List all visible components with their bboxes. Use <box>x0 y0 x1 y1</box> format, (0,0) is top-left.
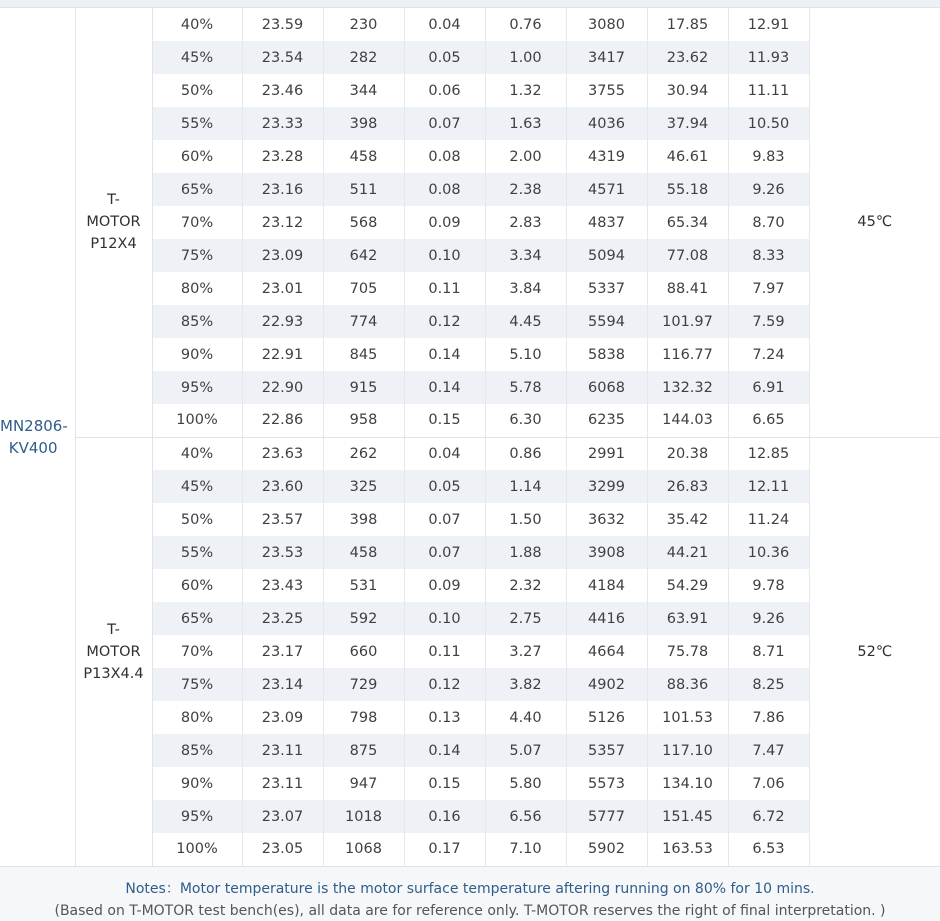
torque-cell: 20.38 <box>647 437 728 470</box>
thrust-cell: 3.84 <box>485 272 566 305</box>
throttle-cell: 55% <box>152 107 242 140</box>
power-cell: 0.11 <box>404 635 485 668</box>
power-cell: 0.16 <box>404 800 485 833</box>
voltage-cell: 23.54 <box>242 41 323 74</box>
power-cell: 0.12 <box>404 305 485 338</box>
thrust-cell: 5.78 <box>485 371 566 404</box>
efficiency-cell: 11.93 <box>728 41 809 74</box>
rpm-cell: 3417 <box>566 41 647 74</box>
voltage-cell: 23.09 <box>242 239 323 272</box>
thrust-cell: 2.00 <box>485 140 566 173</box>
efficiency-cell: 7.59 <box>728 305 809 338</box>
rpm-cell: 3632 <box>566 503 647 536</box>
throttle-cell: 75% <box>152 668 242 701</box>
torque-cell: 30.94 <box>647 74 728 107</box>
torque-cell: 37.94 <box>647 107 728 140</box>
torque-cell: 132.32 <box>647 371 728 404</box>
propeller-line-2: MOTOR <box>86 643 141 660</box>
rpm-cell: 4184 <box>566 569 647 602</box>
propeller-line-1: T- <box>107 192 120 209</box>
throttle-cell: 75% <box>152 239 242 272</box>
efficiency-cell: 12.11 <box>728 470 809 503</box>
rpm-cell: 4416 <box>566 602 647 635</box>
torque-cell: 101.97 <box>647 305 728 338</box>
table-top-edge <box>0 0 940 8</box>
table-row <box>0 8 940 41</box>
efficiency-cell: 8.70 <box>728 206 809 239</box>
thrust-cell: 2.32 <box>485 569 566 602</box>
efficiency-cell: 6.53 <box>728 833 809 866</box>
torque-cell: 63.91 <box>647 602 728 635</box>
current-cell: 325 <box>323 470 404 503</box>
throttle-cell: 90% <box>152 338 242 371</box>
rpm-cell: 5573 <box>566 767 647 800</box>
voltage-cell: 23.33 <box>242 107 323 140</box>
voltage-cell: 23.07 <box>242 800 323 833</box>
thrust-cell: 7.10 <box>485 833 566 866</box>
thrust-cell: 4.40 <box>485 701 566 734</box>
current-cell: 262 <box>323 437 404 470</box>
thrust-cell: 2.83 <box>485 206 566 239</box>
torque-cell: 75.78 <box>647 635 728 668</box>
current-cell: 642 <box>323 239 404 272</box>
torque-cell: 134.10 <box>647 767 728 800</box>
rpm-cell: 4837 <box>566 206 647 239</box>
voltage-cell: 23.25 <box>242 602 323 635</box>
power-cell: 0.06 <box>404 74 485 107</box>
thrust-cell: 1.14 <box>485 470 566 503</box>
rpm-cell: 5594 <box>566 305 647 338</box>
power-cell: 0.10 <box>404 239 485 272</box>
rpm-cell: 3299 <box>566 470 647 503</box>
motor-model-cell <box>0 8 75 866</box>
throttle-cell: 65% <box>152 173 242 206</box>
thrust-cell: 3.34 <box>485 239 566 272</box>
efficiency-cell: 9.83 <box>728 140 809 173</box>
table-row <box>0 437 940 470</box>
throttle-cell: 45% <box>152 470 242 503</box>
power-cell: 0.14 <box>404 734 485 767</box>
rpm-cell: 4902 <box>566 668 647 701</box>
current-cell: 1068 <box>323 833 404 866</box>
power-cell: 0.13 <box>404 701 485 734</box>
current-cell: 958 <box>323 404 404 437</box>
power-cell: 0.05 <box>404 41 485 74</box>
throttle-cell: 40% <box>152 437 242 470</box>
throttle-cell: 95% <box>152 800 242 833</box>
torque-cell: 88.41 <box>647 272 728 305</box>
voltage-cell: 23.59 <box>242 8 323 41</box>
rpm-cell: 5838 <box>566 338 647 371</box>
current-cell: 398 <box>323 503 404 536</box>
thrust-cell: 2.75 <box>485 602 566 635</box>
torque-cell: 54.29 <box>647 569 728 602</box>
thrust-cell: 1.88 <box>485 536 566 569</box>
thrust-cell: 3.82 <box>485 668 566 701</box>
torque-cell: 144.03 <box>647 404 728 437</box>
current-cell: 774 <box>323 305 404 338</box>
throttle-cell: 90% <box>152 767 242 800</box>
voltage-cell: 23.46 <box>242 74 323 107</box>
propeller-line-3: P12X4 <box>90 236 137 253</box>
thrust-cell: 3.27 <box>485 635 566 668</box>
thrust-cell: 0.76 <box>485 8 566 41</box>
rpm-cell: 4036 <box>566 107 647 140</box>
voltage-cell: 23.12 <box>242 206 323 239</box>
thrust-cell: 6.30 <box>485 404 566 437</box>
current-cell: 875 <box>323 734 404 767</box>
thrust-cell: 1.00 <box>485 41 566 74</box>
efficiency-cell: 8.33 <box>728 239 809 272</box>
current-cell: 915 <box>323 371 404 404</box>
throttle-cell: 70% <box>152 206 242 239</box>
current-cell: 398 <box>323 107 404 140</box>
torque-cell: 55.18 <box>647 173 728 206</box>
rpm-cell: 3755 <box>566 74 647 107</box>
voltage-cell: 23.17 <box>242 635 323 668</box>
rpm-cell: 4319 <box>566 140 647 173</box>
torque-cell: 17.85 <box>647 8 728 41</box>
efficiency-cell: 10.50 <box>728 107 809 140</box>
torque-cell: 151.45 <box>647 800 728 833</box>
power-cell: 0.07 <box>404 536 485 569</box>
voltage-cell: 22.90 <box>242 371 323 404</box>
throttle-cell: 95% <box>152 371 242 404</box>
notes-line-1: Notes：Motor temperature is the motor surface temperature aftering running on 80% for 10 mins. <box>125 881 815 897</box>
current-cell: 282 <box>323 41 404 74</box>
power-cell: 0.17 <box>404 833 485 866</box>
thrust-cell: 0.86 <box>485 437 566 470</box>
notes-panel <box>0 866 940 921</box>
power-cell: 0.04 <box>404 8 485 41</box>
torque-cell: 35.42 <box>647 503 728 536</box>
thrust-cell: 1.50 <box>485 503 566 536</box>
torque-cell: 23.62 <box>647 41 728 74</box>
current-cell: 660 <box>323 635 404 668</box>
voltage-cell: 23.28 <box>242 140 323 173</box>
power-cell: 0.09 <box>404 206 485 239</box>
efficiency-cell: 7.24 <box>728 338 809 371</box>
voltage-cell: 23.57 <box>242 503 323 536</box>
throttle-cell: 85% <box>152 305 242 338</box>
efficiency-cell: 6.65 <box>728 404 809 437</box>
efficiency-cell: 7.86 <box>728 701 809 734</box>
efficiency-cell: 12.91 <box>728 8 809 41</box>
rpm-cell: 4664 <box>566 635 647 668</box>
rpm-cell: 2991 <box>566 437 647 470</box>
efficiency-cell: 9.26 <box>728 173 809 206</box>
motor-temperature-cell: 45℃ <box>809 8 940 437</box>
voltage-cell: 23.16 <box>242 173 323 206</box>
power-cell: 0.11 <box>404 272 485 305</box>
current-cell: 458 <box>323 536 404 569</box>
torque-cell: 101.53 <box>647 701 728 734</box>
voltage-cell: 22.93 <box>242 305 323 338</box>
efficiency-cell: 11.24 <box>728 503 809 536</box>
current-cell: 947 <box>323 767 404 800</box>
efficiency-cell: 6.91 <box>728 371 809 404</box>
efficiency-cell: 6.72 <box>728 800 809 833</box>
power-cell: 0.14 <box>404 371 485 404</box>
thrust-cell: 5.10 <box>485 338 566 371</box>
throttle-cell: 80% <box>152 272 242 305</box>
current-cell: 458 <box>323 140 404 173</box>
thrust-cell: 5.80 <box>485 767 566 800</box>
efficiency-cell: 7.47 <box>728 734 809 767</box>
power-cell: 0.07 <box>404 107 485 140</box>
voltage-cell: 22.86 <box>242 404 323 437</box>
current-cell: 705 <box>323 272 404 305</box>
torque-cell: 46.61 <box>647 140 728 173</box>
current-cell: 845 <box>323 338 404 371</box>
current-cell: 568 <box>323 206 404 239</box>
power-cell: 0.15 <box>404 767 485 800</box>
voltage-cell: 22.91 <box>242 338 323 371</box>
thrust-cell: 2.38 <box>485 173 566 206</box>
power-cell: 0.12 <box>404 668 485 701</box>
voltage-cell: 23.01 <box>242 272 323 305</box>
voltage-cell: 23.09 <box>242 701 323 734</box>
current-cell: 592 <box>323 602 404 635</box>
propeller-cell <box>75 8 152 437</box>
thrust-cell: 6.56 <box>485 800 566 833</box>
efficiency-cell: 8.25 <box>728 668 809 701</box>
throttle-cell: 50% <box>152 503 242 536</box>
thrust-cell: 1.63 <box>485 107 566 140</box>
power-cell: 0.07 <box>404 503 485 536</box>
power-cell: 0.05 <box>404 470 485 503</box>
efficiency-cell: 7.97 <box>728 272 809 305</box>
throttle-cell: 55% <box>152 536 242 569</box>
torque-cell: 88.36 <box>647 668 728 701</box>
rpm-cell: 3908 <box>566 536 647 569</box>
throttle-cell: 65% <box>152 602 242 635</box>
efficiency-cell: 7.06 <box>728 767 809 800</box>
current-cell: 1018 <box>323 800 404 833</box>
propeller-line-3: P13X4.4 <box>83 665 144 682</box>
efficiency-cell: 12.85 <box>728 437 809 470</box>
efficiency-cell: 8.71 <box>728 635 809 668</box>
notes-line-2: (Based on T-MOTOR test bench(es), all data are for reference only. T-MOTOR reserves the right of final interpretation. ) <box>54 903 886 919</box>
rpm-cell: 6068 <box>566 371 647 404</box>
voltage-cell: 23.53 <box>242 536 323 569</box>
power-cell: 0.04 <box>404 437 485 470</box>
current-cell: 511 <box>323 173 404 206</box>
table-body <box>0 8 940 866</box>
power-cell: 0.14 <box>404 338 485 371</box>
efficiency-cell: 11.11 <box>728 74 809 107</box>
motor-model-line-1: MN2806- <box>0 416 68 435</box>
voltage-cell: 23.43 <box>242 569 323 602</box>
efficiency-cell: 10.36 <box>728 536 809 569</box>
voltage-cell: 23.63 <box>242 437 323 470</box>
current-cell: 729 <box>323 668 404 701</box>
motor-model-line-2: KV400 <box>8 438 58 457</box>
motor-test-data-table <box>0 8 940 867</box>
torque-cell: 65.34 <box>647 206 728 239</box>
power-cell: 0.15 <box>404 404 485 437</box>
voltage-cell: 23.11 <box>242 767 323 800</box>
current-cell: 344 <box>323 74 404 107</box>
rpm-cell: 5777 <box>566 800 647 833</box>
throttle-cell: 40% <box>152 8 242 41</box>
voltage-cell: 23.60 <box>242 470 323 503</box>
rpm-cell: 5357 <box>566 734 647 767</box>
voltage-cell: 23.05 <box>242 833 323 866</box>
current-cell: 230 <box>323 8 404 41</box>
torque-cell: 44.21 <box>647 536 728 569</box>
rpm-cell: 6235 <box>566 404 647 437</box>
power-cell: 0.09 <box>404 569 485 602</box>
thrust-cell: 1.32 <box>485 74 566 107</box>
propeller-line-1: T- <box>107 621 120 638</box>
throttle-cell: 85% <box>152 734 242 767</box>
efficiency-cell: 9.26 <box>728 602 809 635</box>
throttle-cell: 80% <box>152 701 242 734</box>
rpm-cell: 5126 <box>566 701 647 734</box>
power-cell: 0.10 <box>404 602 485 635</box>
propeller-line-2: MOTOR <box>86 214 141 231</box>
throttle-cell: 100% <box>152 404 242 437</box>
throttle-cell: 45% <box>152 41 242 74</box>
thrust-cell: 5.07 <box>485 734 566 767</box>
throttle-cell: 100% <box>152 833 242 866</box>
voltage-cell: 23.11 <box>242 734 323 767</box>
propeller-cell <box>75 437 152 866</box>
power-cell: 0.08 <box>404 140 485 173</box>
throttle-cell: 70% <box>152 635 242 668</box>
torque-cell: 26.83 <box>647 470 728 503</box>
rpm-cell: 4571 <box>566 173 647 206</box>
rpm-cell: 5337 <box>566 272 647 305</box>
torque-cell: 116.77 <box>647 338 728 371</box>
current-cell: 531 <box>323 569 404 602</box>
rpm-cell: 5902 <box>566 833 647 866</box>
rpm-cell: 3080 <box>566 8 647 41</box>
voltage-cell: 23.14 <box>242 668 323 701</box>
current-cell: 798 <box>323 701 404 734</box>
throttle-cell: 60% <box>152 140 242 173</box>
efficiency-cell: 9.78 <box>728 569 809 602</box>
power-cell: 0.08 <box>404 173 485 206</box>
torque-cell: 163.53 <box>647 833 728 866</box>
torque-cell: 117.10 <box>647 734 728 767</box>
thrust-cell: 4.45 <box>485 305 566 338</box>
rpm-cell: 5094 <box>566 239 647 272</box>
throttle-cell: 50% <box>152 74 242 107</box>
motor-temperature-cell: 52℃ <box>809 437 940 866</box>
torque-cell: 77.08 <box>647 239 728 272</box>
throttle-cell: 60% <box>152 569 242 602</box>
